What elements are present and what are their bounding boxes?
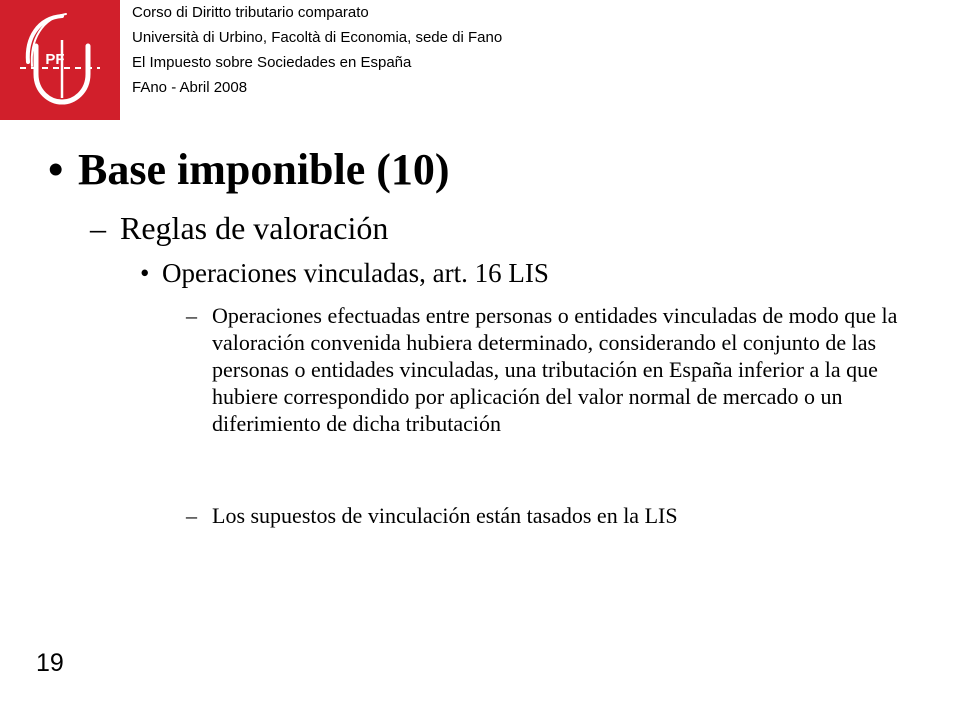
point-dash: – <box>186 503 197 528</box>
title-bullet: • <box>48 145 64 194</box>
point-text: Los supuestos de vinculación están tasados en la LIS <box>212 503 678 528</box>
section-bullet: • <box>140 258 150 288</box>
section-heading: Operaciones vinculadas, art. 16 LIS <box>162 258 549 288</box>
header-university: Università di Urbino, Facoltà di Economia, sede di Fano <box>132 29 503 46</box>
logo-emblem-icon <box>0 0 120 120</box>
header-course-name: Corso di Diritto tributario comparato <box>132 4 369 21</box>
point-dash: – <box>186 303 197 328</box>
course-header <box>132 0 502 100</box>
subtitle-dash: – <box>90 210 106 246</box>
slide-title: Base imponible (10) <box>78 145 450 194</box>
page-number: 19 <box>36 649 64 677</box>
header-date: FAno - Abril 2008 <box>132 79 248 96</box>
header-lecture-topic: El Impuesto sobre Sociedades en España <box>132 54 412 71</box>
slide-subtitle: Reglas de valoración <box>120 210 389 246</box>
university-logo <box>0 0 120 120</box>
point-text: Operaciones efectuadas entre personas o entidades vinculadas de modo que la valoración convenida hubiera determinado, considerando el conjunto de las personas o entidades vinculadas, una tributación en España inferior a la que hubiere correspondido por aplicación del valor normal de mercado o un diferimiento de dicha tributación <box>212 303 898 436</box>
logo-letter-p: PF <box>45 51 65 68</box>
